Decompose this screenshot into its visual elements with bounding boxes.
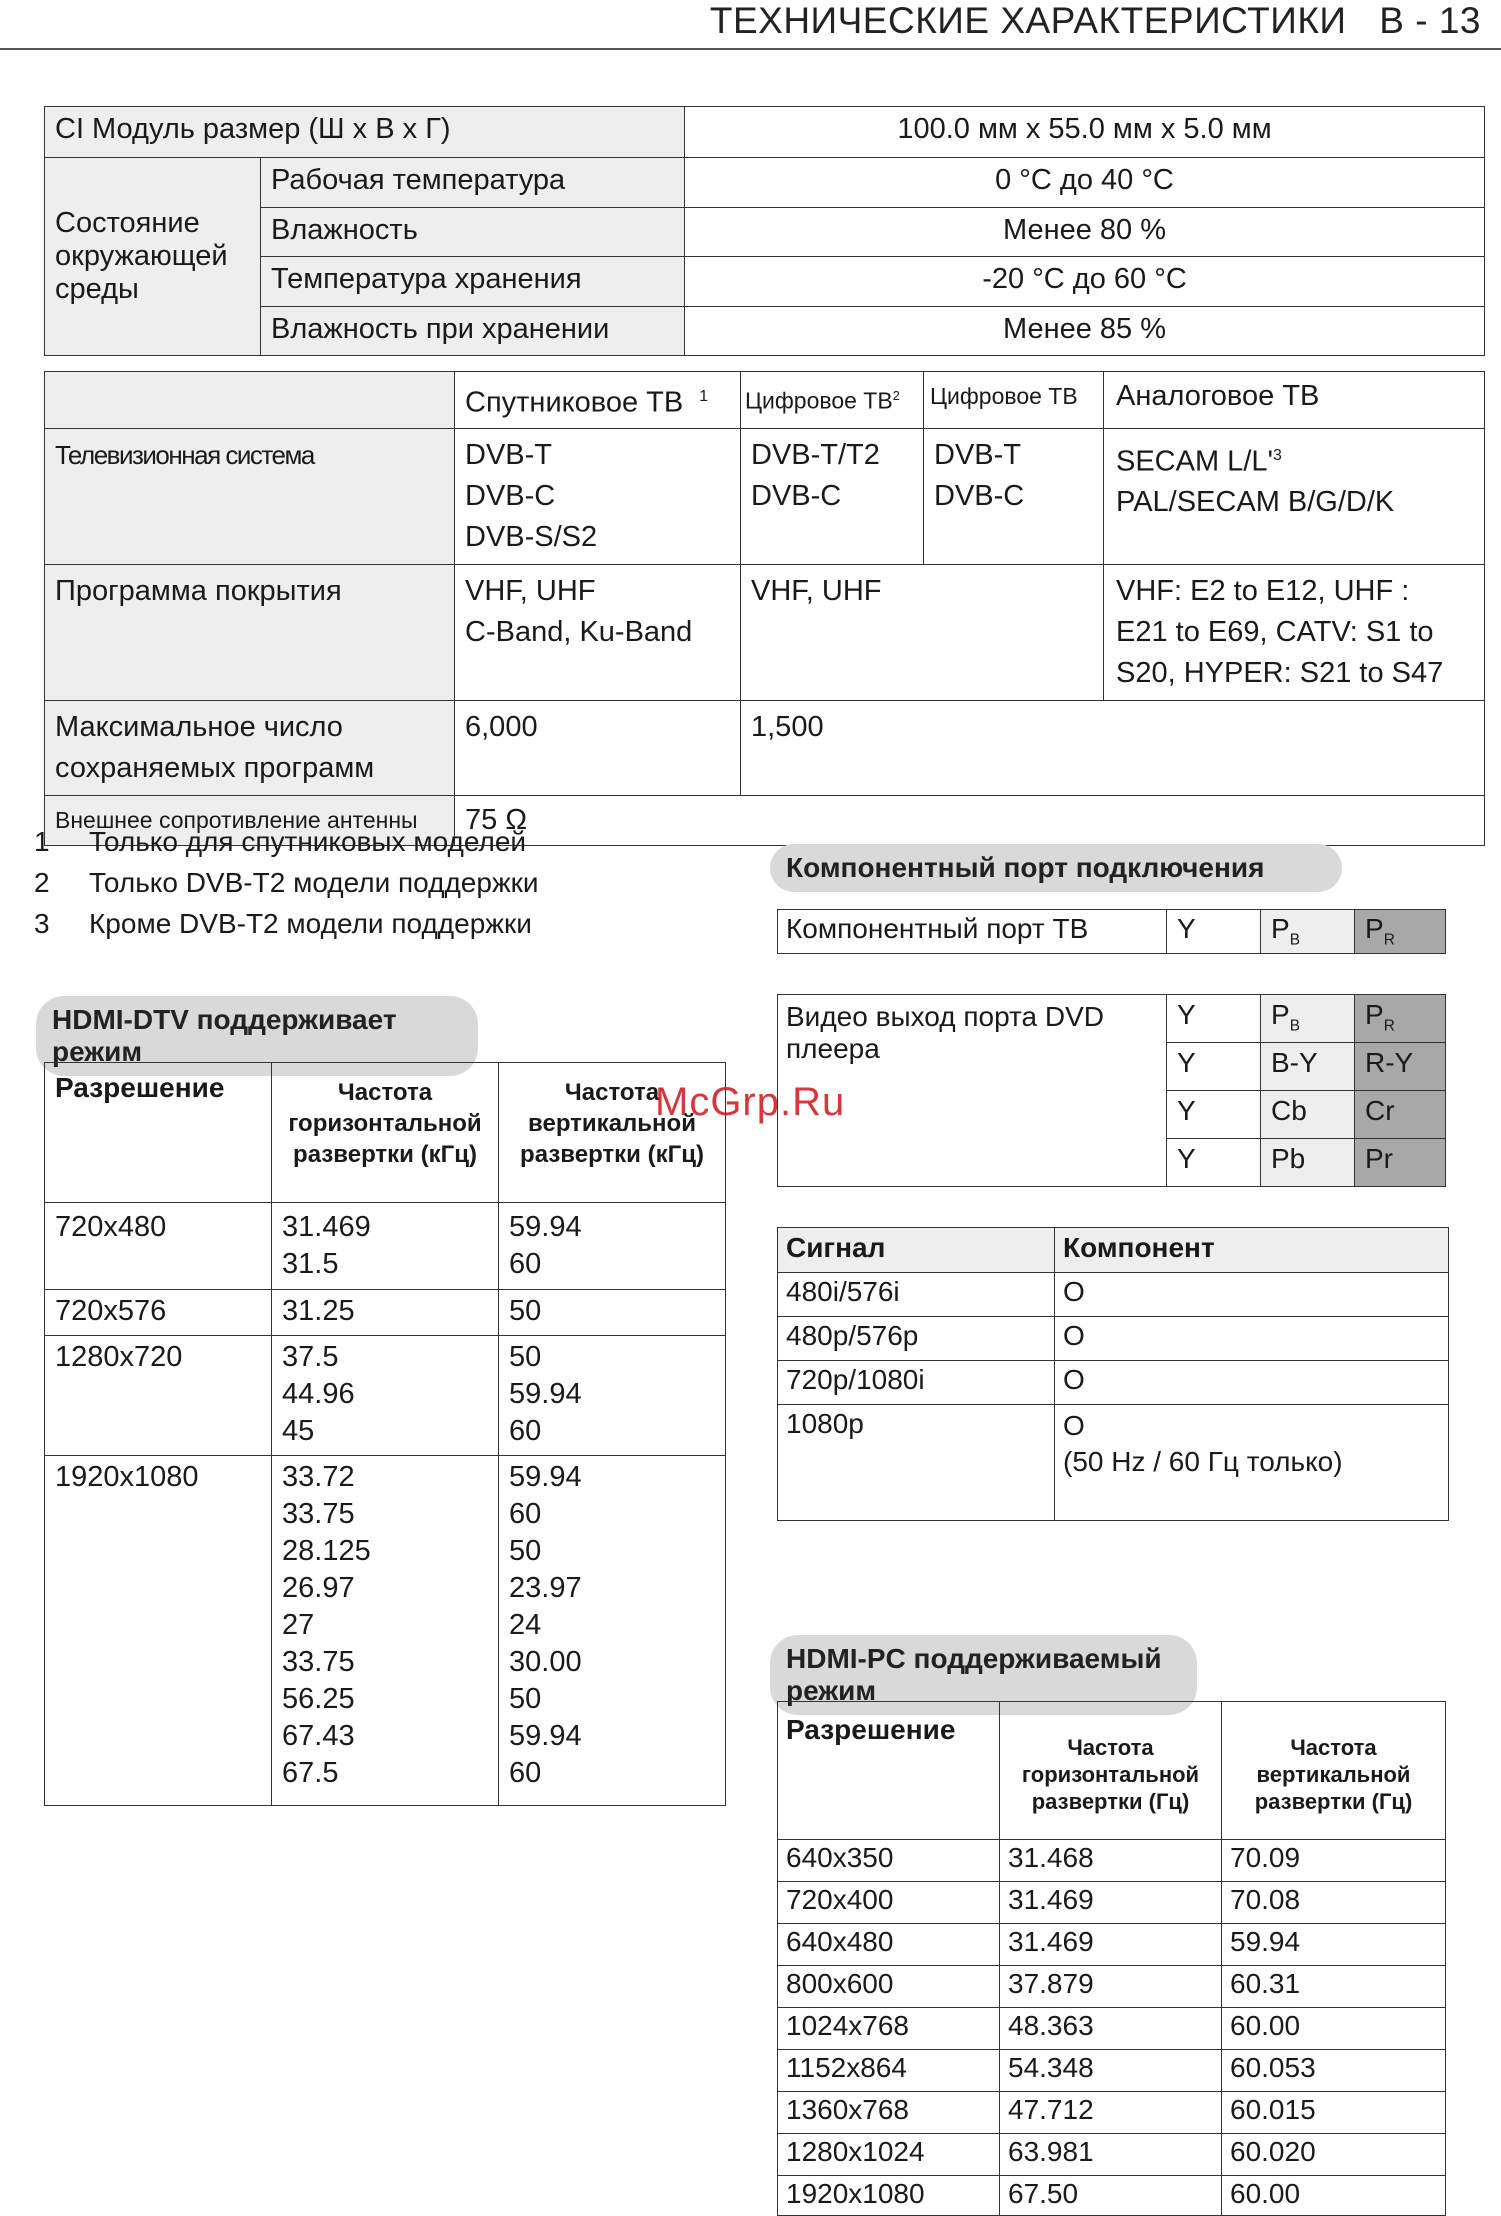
table-cell: 63.981 bbox=[1000, 2134, 1222, 2176]
env-row-label: Влажность при хранении bbox=[261, 307, 685, 356]
coverage-digital: VHF, UHF bbox=[741, 564, 1104, 700]
antenna-label: Внешнее сопротивление антенны bbox=[45, 795, 455, 845]
footnote: 1 Только для спутниковых моделей bbox=[34, 826, 527, 857]
table-cell: 60.00 bbox=[1222, 2008, 1446, 2050]
table-cell: 50 bbox=[499, 1290, 726, 1336]
table-cell: O bbox=[1055, 1361, 1449, 1405]
component-dvd-label: Видео выход порта DVD плеера bbox=[778, 995, 1167, 1187]
dvd-b: $P_B$ bbox=[1261, 995, 1355, 1043]
dvd-r: R-Y bbox=[1355, 1043, 1446, 1091]
table-cell: 59.94 bbox=[1222, 1924, 1446, 1966]
dvd-r: Cr bbox=[1355, 1091, 1446, 1139]
table-cell: 67.50 bbox=[1000, 2176, 1222, 2216]
table-cell: O bbox=[1055, 1273, 1449, 1317]
max-programs-satellite: 6,000 bbox=[455, 700, 741, 795]
env-row-value: Менее 80 % bbox=[685, 208, 1485, 257]
dtv-header-horizontal: Частота горизонтальной развертки (кГц) bbox=[272, 1063, 499, 1203]
table-cell: 640x480 bbox=[778, 1924, 1000, 1966]
table-cell: 31.469 31.5 bbox=[272, 1203, 499, 1290]
table-cell: 1920x1080 bbox=[778, 2176, 1000, 2216]
hdmi-dtv-title: HDMI-DTV поддерживает режим bbox=[36, 996, 478, 1076]
env-row-label: Рабочая температура bbox=[261, 158, 685, 208]
table-cell: 60.020 bbox=[1222, 2134, 1446, 2176]
table-cell: 37.879 bbox=[1000, 1966, 1222, 2008]
coverage-satellite: VHF, UHF C-Band, Ku-Band bbox=[455, 564, 741, 700]
col-satellite: Спутниковое ТВ $^1$ bbox=[455, 372, 741, 429]
component-tv-y: Y bbox=[1167, 910, 1261, 954]
tv-header-blank bbox=[45, 372, 455, 429]
dvd-b: B-Y bbox=[1261, 1043, 1355, 1091]
table-cell: 1280x1024 bbox=[778, 2134, 1000, 2176]
system-analog: SECAM $L/L'^3$ PAL/SECAM B/G/D/K bbox=[1104, 428, 1485, 564]
system-digital-2: DVB-T DVB-C bbox=[924, 428, 1104, 564]
col-analog: Аналоговое ТВ bbox=[1104, 372, 1485, 429]
component-tv-label: Компонентный порт ТВ bbox=[778, 910, 1167, 954]
dvd-r: Pr bbox=[1355, 1139, 1446, 1187]
env-row-label: Температура хранения bbox=[261, 257, 685, 307]
ci-module-label: CI Модуль размер (Ш x В x Г) bbox=[45, 107, 685, 158]
hdmi-pc-title: HDMI-PC поддерживаемый режим bbox=[770, 1635, 1197, 1715]
env-label: Состояние окружающей среды bbox=[45, 158, 261, 356]
component-title: Компонентный порт подключения bbox=[770, 844, 1342, 892]
dvd-r: $P_R$ bbox=[1355, 995, 1446, 1043]
env-row-value: 0 °C до 40 °C bbox=[685, 158, 1485, 208]
table-cell: 720p/1080i bbox=[778, 1361, 1055, 1405]
table-cell: 1920x1080 bbox=[45, 1456, 272, 1806]
page-title: ТЕХНИЧЕСКИЕ ХАРАКТЕРИСТИКИ bbox=[709, 0, 1347, 41]
table-cell: 54.348 bbox=[1000, 2050, 1222, 2092]
dtv-header-resolution: Разрешение bbox=[45, 1063, 272, 1203]
table-cell: 480i/576i bbox=[778, 1273, 1055, 1317]
page-header bbox=[710, 0, 1481, 42]
table-cell: 31.25 bbox=[272, 1290, 499, 1336]
col-digital-1: Цифровое $ТВ^2$ bbox=[741, 372, 924, 429]
pc-header-horizontal: Частота горизонтальной развертки (Гц) bbox=[1000, 1702, 1222, 1840]
env-row-value: -20 °C до 60 °C bbox=[685, 257, 1485, 307]
pc-header-resolution: Разрешение bbox=[778, 1702, 1000, 1840]
signal-header: Сигнал bbox=[778, 1228, 1055, 1273]
table-cell: 70.08 bbox=[1222, 1882, 1446, 1924]
dvd-y: Y bbox=[1167, 995, 1261, 1043]
system-digital-1: DVB-T/T2 DVB-C bbox=[741, 428, 924, 564]
ci-module-value: 100.0 мм x 55.0 мм x 5.0 мм bbox=[685, 107, 1485, 158]
watermark: McGrp.Ru bbox=[655, 1080, 846, 1124]
table-cell: 640x350 bbox=[778, 1840, 1000, 1882]
table-cell: 59.94 60 bbox=[499, 1203, 726, 1290]
table-cell: 720x480 bbox=[45, 1203, 272, 1290]
table-cell: 60.00 bbox=[1222, 2176, 1446, 2216]
table-cell: 1280x720 bbox=[45, 1336, 272, 1456]
table-cell: 1024x768 bbox=[778, 2008, 1000, 2050]
max-programs-label: Максимальное число сохраняемых программ bbox=[45, 700, 455, 795]
table-cell: 48.363 bbox=[1000, 2008, 1222, 2050]
footnote: 2 Только DVB-T2 модели поддержки bbox=[34, 867, 539, 898]
dvd-y: Y bbox=[1167, 1091, 1261, 1139]
table-cell: 60.31 bbox=[1222, 1966, 1446, 2008]
table-cell: 800x600 bbox=[778, 1966, 1000, 2008]
component-tv-pb: $P_B$ bbox=[1261, 910, 1355, 954]
table-cell: 33.72 33.75 28.125 26.97 27 33.75 56.25 67.43 67.5 bbox=[272, 1456, 499, 1806]
page-number: B - 13 bbox=[1379, 0, 1481, 41]
component-header: Компонент bbox=[1055, 1228, 1449, 1273]
env-row-value: Менее 85 % bbox=[685, 307, 1485, 356]
table-cell: 50 59.94 60 bbox=[499, 1336, 726, 1456]
hdmi-pc-table bbox=[777, 1701, 1446, 2216]
table-cell: 1080p bbox=[778, 1405, 1055, 1521]
table-cell: 1152x864 bbox=[778, 2050, 1000, 2092]
antenna-value: 75 Ω bbox=[455, 795, 1485, 845]
table-cell: 480p/576p bbox=[778, 1317, 1055, 1361]
footnote: 3 Кроме DVB-T2 модели поддержки bbox=[34, 908, 532, 939]
tv-system-table bbox=[44, 371, 1485, 846]
system-satellite: DVB-T DVB-C DVB-S/S2 bbox=[455, 428, 741, 564]
coverage-analog: VHF: E2 to E12, UHF : E21 to E69, CATV: S1 to S20, HYPER: S21 to S47 bbox=[1104, 564, 1485, 700]
dvd-b: Cb bbox=[1261, 1091, 1355, 1139]
header-divider bbox=[0, 48, 1501, 50]
component-tv-table bbox=[777, 909, 1446, 954]
ci-module-table bbox=[44, 106, 1485, 356]
table-cell: O (50 Hz / 60 Гц только) bbox=[1055, 1405, 1449, 1521]
table-cell: 720x576 bbox=[45, 1290, 272, 1336]
table-cell: 60.015 bbox=[1222, 2092, 1446, 2134]
env-row-label: Влажность bbox=[261, 208, 685, 257]
signal-table bbox=[777, 1227, 1449, 1521]
dvd-y: Y bbox=[1167, 1139, 1261, 1187]
hdmi-dtv-table bbox=[44, 1062, 726, 1806]
table-cell: 47.712 bbox=[1000, 2092, 1222, 2134]
table-cell: 59.94 60 50 23.97 24 30.00 50 59.94 60 bbox=[499, 1456, 726, 1806]
table-cell: 1360x768 bbox=[778, 2092, 1000, 2134]
coverage-label: Программа покрытия bbox=[45, 564, 455, 700]
table-cell: 31.468 bbox=[1000, 1840, 1222, 1882]
dvd-y: Y bbox=[1167, 1043, 1261, 1091]
component-tv-pr: $P_R$ bbox=[1355, 910, 1446, 954]
table-cell: 31.469 bbox=[1000, 1924, 1222, 1966]
table-cell: 70.09 bbox=[1222, 1840, 1446, 1882]
table-cell: 31.469 bbox=[1000, 1882, 1222, 1924]
table-cell: 37.5 44.96 45 bbox=[272, 1336, 499, 1456]
max-programs-other: 1,500 bbox=[741, 700, 1485, 795]
component-dvd-table bbox=[777, 994, 1446, 1187]
table-cell: O bbox=[1055, 1317, 1449, 1361]
system-label: Телевизионная система bbox=[45, 428, 455, 564]
table-cell: 720x400 bbox=[778, 1882, 1000, 1924]
pc-header-vertical: Частота вертикальной развертки (Гц) bbox=[1222, 1702, 1446, 1840]
table-cell: 60.053 bbox=[1222, 2050, 1446, 2092]
dtv-header-vertical: Частота вертикальной развертки (кГц) bbox=[499, 1063, 726, 1203]
col-digital-2: Цифровое ТВ bbox=[924, 372, 1104, 429]
dvd-b: Pb bbox=[1261, 1139, 1355, 1187]
